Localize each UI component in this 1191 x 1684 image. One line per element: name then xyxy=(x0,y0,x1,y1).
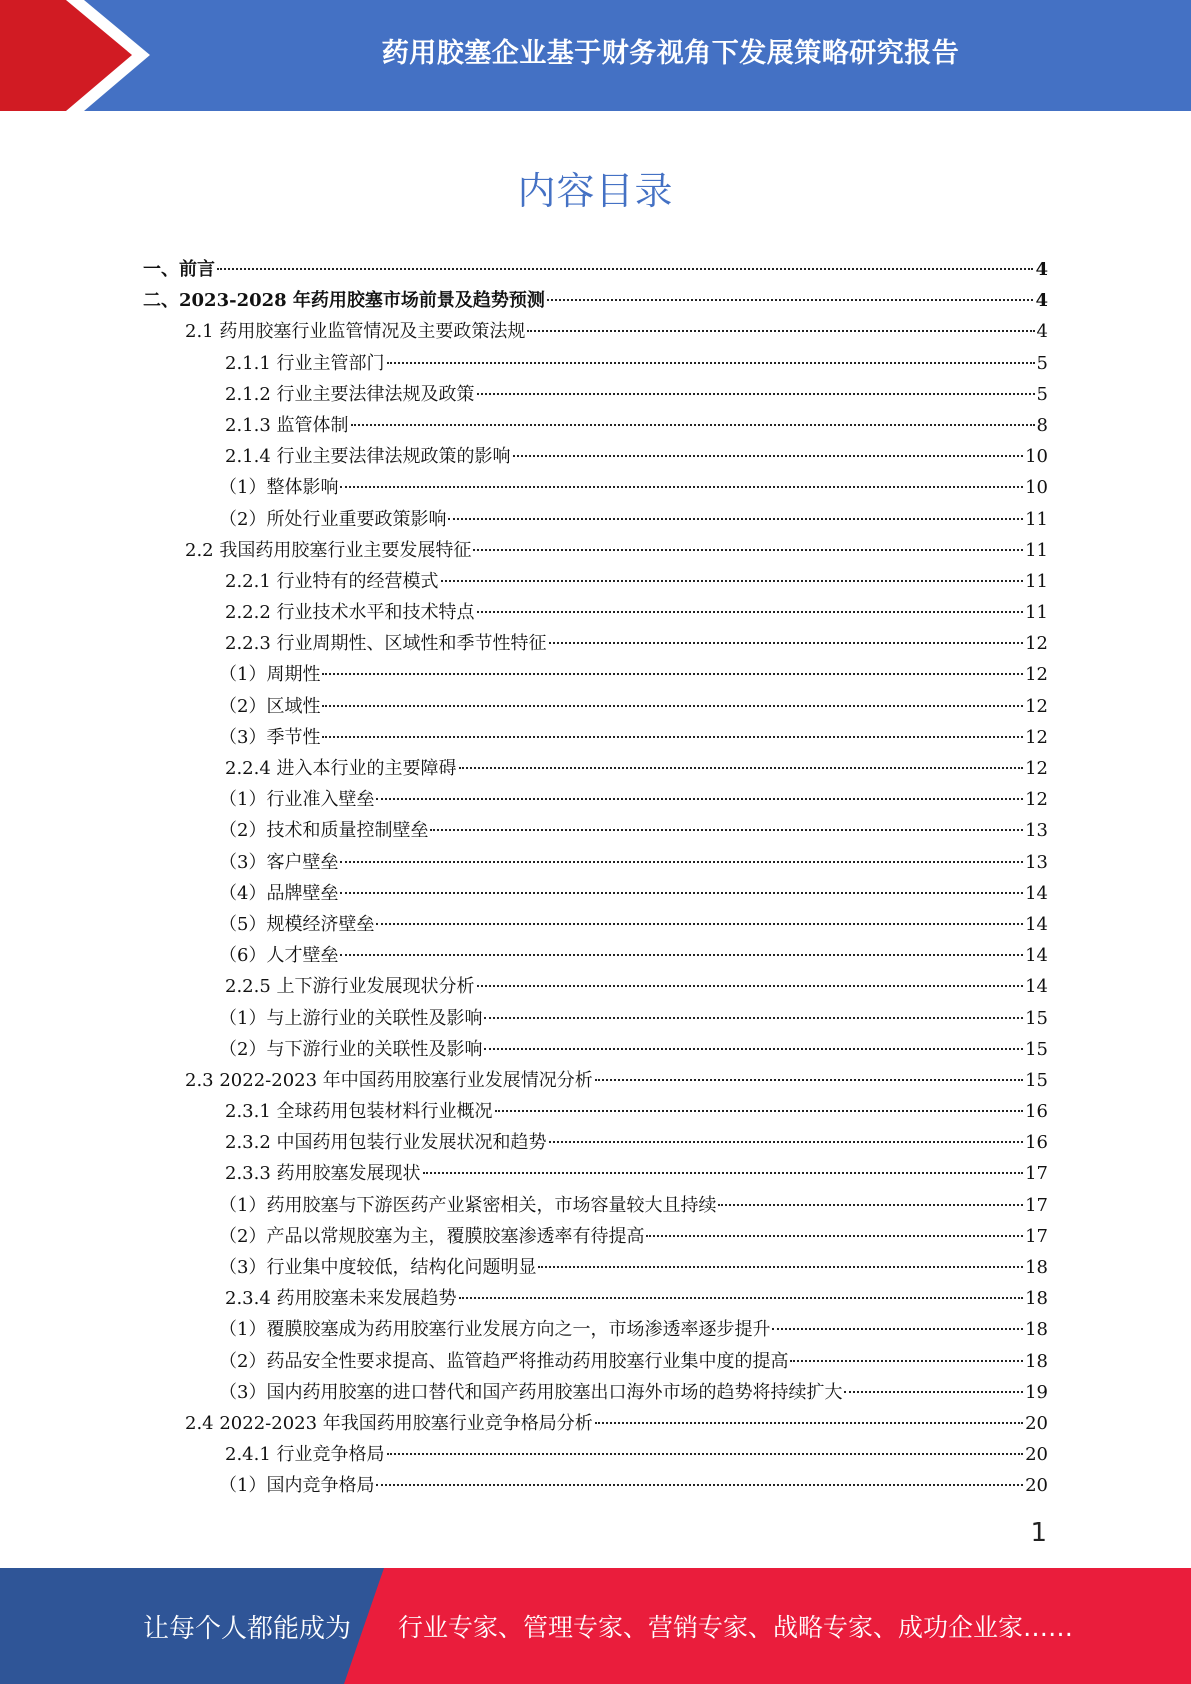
toc-dot-leader xyxy=(477,611,1024,613)
toc-entry-page: 14 xyxy=(1025,945,1048,967)
toc-dot-leader xyxy=(322,705,1023,707)
toc-entry-text: （1）周期性 xyxy=(219,664,321,686)
toc-entry-page: 5 xyxy=(1036,383,1048,405)
toc-dot-leader xyxy=(423,1172,1024,1174)
toc-dot-leader xyxy=(340,861,1023,863)
toc-dot-leader xyxy=(772,1328,1023,1330)
toc-entry[interactable] xyxy=(143,254,1048,285)
toc-dot-leader xyxy=(549,642,1024,644)
toc-entry-page: 12 xyxy=(1025,695,1048,717)
toc-entry[interactable] xyxy=(143,1096,1048,1127)
toc-title: 内容目录 xyxy=(517,169,674,213)
toc-entry-text: （2）药品安全性要求提高、监管趋严将推动药用胶塞行业集中度的提高 xyxy=(219,1350,789,1372)
toc-entry[interactable] xyxy=(143,1470,1048,1501)
toc-entry[interactable] xyxy=(143,1283,1048,1314)
toc-dot-leader xyxy=(513,455,1024,457)
toc-entry-page: 11 xyxy=(1025,508,1048,530)
toc-entry-page: 15 xyxy=(1025,1038,1048,1060)
toc-dot-leader xyxy=(790,1360,1023,1362)
toc-entry-text: 2.2.1 行业特有的经营模式 xyxy=(225,570,439,592)
toc-dot-leader xyxy=(441,580,1024,582)
toc-entry[interactable] xyxy=(143,1439,1048,1470)
toc-entry-page: 18 xyxy=(1025,1350,1048,1372)
footer-slogan-right: 行业专家、管理专家、营销专家、战略专家、成功企业家…… xyxy=(398,1613,1074,1642)
toc-entry[interactable] xyxy=(143,628,1048,659)
toc-entry-page: 17 xyxy=(1025,1163,1048,1185)
toc-entry[interactable] xyxy=(143,1408,1048,1439)
toc-dot-leader xyxy=(459,767,1024,769)
toc-entry-text: 2.4 2022-2023 年我国药用胶塞行业竞争格局分析 xyxy=(185,1412,593,1434)
toc-dot-leader xyxy=(547,299,1034,301)
toc-entry-text: （5）规模经济壁垒 xyxy=(219,913,375,935)
toc-dot-leader xyxy=(538,1266,1023,1268)
toc-entry-text: 2.2.4 进入本行业的主要障碍 xyxy=(225,758,457,779)
toc-dot-leader xyxy=(322,673,1023,675)
toc-entry-text: 2.1.3 监管体制 xyxy=(225,414,349,436)
toc-entry[interactable] xyxy=(143,659,1048,690)
toc-entry[interactable] xyxy=(143,1190,1048,1221)
toc-entry-page: 18 xyxy=(1025,1319,1048,1341)
toc-entry-text: 2.3.1 全球药用包装材料行业概况 xyxy=(225,1101,493,1123)
toc-entry[interactable] xyxy=(143,1377,1048,1408)
toc-entry-page: 20 xyxy=(1025,1412,1048,1434)
toc-entry[interactable] xyxy=(143,379,1048,410)
toc-entry-text: 2.2.5 上下游行业发展现状分析 xyxy=(225,976,475,998)
toc-entry-text: 2.2.3 行业周期性、区域性和季节性特征 xyxy=(225,633,547,655)
toc-entry-text: （2）与下游行业的关联性及影响 xyxy=(219,1038,483,1060)
toc-entry-text: 2.1.1 行业主管部门 xyxy=(225,352,385,374)
toc-entry[interactable] xyxy=(143,285,1048,316)
toc-dot-leader xyxy=(217,268,1033,270)
toc-entry-text: 2.1.4 行业主要法律法规政策的影响 xyxy=(225,446,511,468)
toc-entry[interactable] xyxy=(143,1314,1048,1345)
toc-entry-page: 12 xyxy=(1025,789,1048,811)
table-of-contents xyxy=(143,254,1048,1502)
toc-entry-text: （1）与上游行业的关联性及影响 xyxy=(219,1007,483,1029)
toc-dot-leader xyxy=(646,1235,1023,1237)
toc-dot-leader xyxy=(844,1391,1023,1393)
toc-entry-page: 15 xyxy=(1025,1069,1048,1091)
toc-entry-text: 2.2.2 行业技术水平和技术特点 xyxy=(225,602,475,624)
toc-entry-text: （3）客户壁垒 xyxy=(219,851,339,873)
toc-dot-leader xyxy=(387,1453,1024,1455)
header-red-arrow xyxy=(0,0,150,111)
toc-entry-text: （3）国内药用胶塞的进口替代和国产药用胶塞出口海外市场的趋势将持续扩大 xyxy=(219,1381,843,1403)
toc-entry-text: 2.2 我国药用胶塞行业主要发展特征 xyxy=(185,539,472,561)
toc-entry-page: 4 xyxy=(1035,259,1048,280)
toc-entry-text: （1）药用胶塞与下游医药产业紧密相关，市场容量较大且持续 xyxy=(219,1194,717,1216)
toc-entry-page: 12 xyxy=(1025,726,1048,748)
toc-dot-leader xyxy=(477,393,1035,395)
toc-dot-leader xyxy=(484,1017,1023,1019)
toc-entry-page: 16 xyxy=(1025,1101,1048,1123)
toc-entry-page: 4 xyxy=(1035,290,1048,312)
toc-entry-text: （4）品牌壁垒 xyxy=(219,882,339,904)
toc-entry[interactable] xyxy=(143,566,1048,597)
toc-entry-text: 2.1.2 行业主要法律法规及政策 xyxy=(225,383,475,405)
toc-entry-page: 11 xyxy=(1025,570,1048,592)
toc-entry-page: 18 xyxy=(1025,1288,1048,1310)
toc-entry[interactable] xyxy=(143,691,1048,722)
toc-dot-leader xyxy=(459,1297,1024,1299)
toc-dot-leader xyxy=(448,518,1023,520)
toc-dot-leader xyxy=(495,1110,1024,1112)
toc-entry-page: 13 xyxy=(1025,820,1048,842)
toc-dot-leader xyxy=(549,1141,1024,1143)
toc-entry-page: 16 xyxy=(1025,1132,1048,1154)
toc-entry-page: 11 xyxy=(1025,539,1048,561)
toc-entry-page: 17 xyxy=(1025,1225,1048,1247)
toc-entry[interactable] xyxy=(143,722,1048,753)
toc-entry-page: 11 xyxy=(1025,602,1048,624)
toc-entry[interactable] xyxy=(143,1127,1048,1158)
toc-entry[interactable] xyxy=(143,878,1048,909)
toc-entry[interactable] xyxy=(143,504,1048,535)
toc-entry-page: 12 xyxy=(1025,664,1048,686)
toc-dot-leader xyxy=(527,330,1034,332)
toc-entry[interactable] xyxy=(143,971,1048,1002)
toc-entry-text: 2.3.3 药用胶塞发展现状 xyxy=(225,1163,421,1185)
toc-entry-page: 14 xyxy=(1025,882,1048,904)
footer-slogan-left: 让每个人都能成为 xyxy=(143,1613,352,1644)
toc-entry-text: （1）覆膜胶塞成为药用胶塞行业发展方向之一，市场渗透率逐步提升 xyxy=(219,1319,771,1341)
toc-dot-leader xyxy=(387,362,1035,364)
toc-dot-leader xyxy=(376,923,1023,925)
toc-entry-text: （1）行业准入壁垒 xyxy=(219,789,375,811)
toc-entry-text: 二、2023-2028 年药用胶塞市场前景及趋势预测 xyxy=(143,290,545,312)
toc-entry-page: 20 xyxy=(1025,1475,1048,1497)
toc-entry-page: 10 xyxy=(1025,446,1048,468)
toc-dot-leader xyxy=(376,798,1023,800)
toc-entry-page: 8 xyxy=(1036,414,1048,436)
toc-dot-leader xyxy=(340,486,1023,488)
toc-entry-page: 12 xyxy=(1025,758,1048,779)
toc-dot-leader xyxy=(473,549,1023,551)
toc-entry[interactable] xyxy=(143,1346,1048,1377)
toc-entry[interactable] xyxy=(143,597,1048,628)
toc-entry-text: （1）整体影响 xyxy=(219,477,339,499)
toc-entry[interactable] xyxy=(143,784,1048,815)
toc-entry-page: 14 xyxy=(1025,976,1048,998)
toc-entry-text: 2.3 2022-2023 年中国药用胶塞行业发展情况分析 xyxy=(185,1069,593,1091)
toc-entry-page: 17 xyxy=(1025,1194,1048,1216)
toc-entry-text: （1）国内竞争格局 xyxy=(219,1475,375,1497)
toc-entry[interactable] xyxy=(143,1158,1048,1189)
toc-entry-page: 20 xyxy=(1025,1444,1048,1466)
toc-entry-page: 18 xyxy=(1025,1257,1048,1278)
toc-entry-page: 13 xyxy=(1025,851,1048,873)
toc-entry[interactable] xyxy=(143,1003,1048,1034)
toc-entry-text: （2）技术和质量控制壁垒 xyxy=(219,820,429,842)
toc-entry-page: 10 xyxy=(1025,477,1048,499)
page-header xyxy=(0,0,1191,111)
toc-entry-text: （3）行业集中度较低，结构化问题明显 xyxy=(219,1257,537,1278)
toc-entry-page: 4 xyxy=(1036,321,1048,343)
toc-entry-page: 14 xyxy=(1025,913,1048,935)
toc-entry[interactable] xyxy=(143,472,1048,503)
toc-entry-page: 5 xyxy=(1036,352,1048,374)
toc-entry-text: （3）季节性 xyxy=(219,726,321,748)
toc-entry[interactable] xyxy=(143,847,1048,878)
toc-entry[interactable] xyxy=(143,1065,1048,1096)
toc-entry[interactable] xyxy=(143,1221,1048,1252)
toc-entry[interactable] xyxy=(143,316,1048,347)
toc-dot-leader xyxy=(340,892,1023,894)
toc-entry-page: 12 xyxy=(1025,633,1048,655)
toc-dot-leader xyxy=(430,829,1023,831)
toc-entry-text: （2）产品以常规胶塞为主，覆膜胶塞渗透率有待提高 xyxy=(219,1225,645,1247)
toc-dot-leader xyxy=(718,1204,1023,1206)
toc-entry[interactable] xyxy=(143,441,1048,472)
page-number: 1 xyxy=(1030,1518,1047,1548)
toc-entry-text: 2.3.2 中国药用包装行业发展状况和趋势 xyxy=(225,1132,547,1154)
toc-entry[interactable] xyxy=(143,1252,1048,1283)
toc-dot-leader xyxy=(484,1048,1023,1050)
toc-entry-text: 2.1 药用胶塞行业监管情况及主要政策法规 xyxy=(185,321,526,343)
toc-entry[interactable] xyxy=(143,940,1048,971)
toc-entry-text: 2.3.4 药用胶塞未来发展趋势 xyxy=(225,1288,457,1310)
toc-entry-page: 15 xyxy=(1025,1007,1048,1029)
toc-dot-leader xyxy=(322,736,1023,738)
toc-entry-text: （6）人才壁垒 xyxy=(219,945,339,967)
toc-dot-leader xyxy=(376,1484,1023,1486)
toc-entry-text: （2）所处行业重要政策影响 xyxy=(219,508,447,530)
toc-entry-text: 一、前言 xyxy=(143,259,215,280)
toc-dot-leader xyxy=(351,424,1035,426)
toc-dot-leader xyxy=(595,1079,1023,1081)
toc-entry-text: （2）区域性 xyxy=(219,695,321,717)
page-footer xyxy=(0,1568,1191,1684)
toc-entry[interactable] xyxy=(143,815,1048,846)
toc-entry[interactable] xyxy=(143,535,1048,566)
toc-entry[interactable] xyxy=(143,1034,1048,1065)
toc-dot-leader xyxy=(595,1422,1023,1424)
toc-dot-leader xyxy=(340,954,1023,956)
toc-dot-leader xyxy=(477,985,1024,987)
toc-entry[interactable] xyxy=(143,410,1048,441)
toc-entry-text: 2.4.1 行业竞争格局 xyxy=(225,1444,385,1466)
report-title: 药用胶塞企业基于财务视角下发展策略研究报告 xyxy=(381,37,960,69)
toc-entry[interactable] xyxy=(143,753,1048,784)
toc-entry[interactable] xyxy=(143,348,1048,379)
toc-entry[interactable] xyxy=(143,909,1048,940)
toc-entry-page: 19 xyxy=(1025,1381,1048,1403)
